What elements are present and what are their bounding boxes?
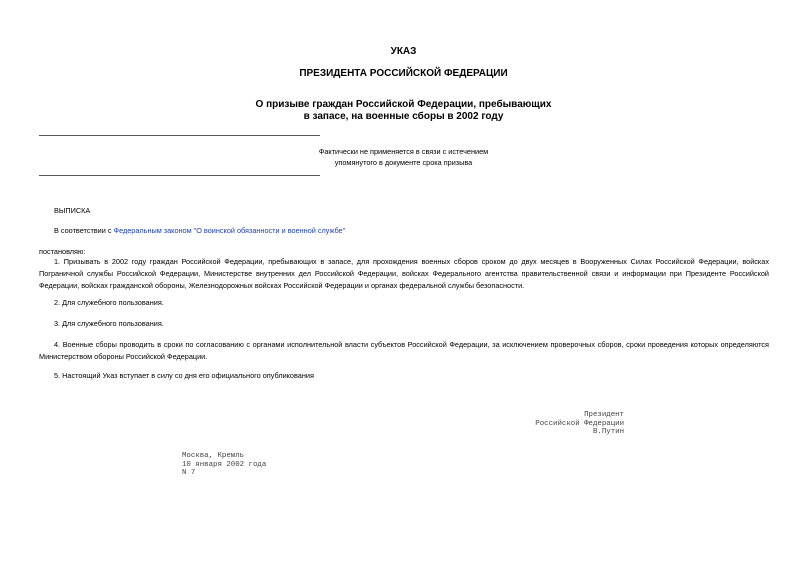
decree-subject-line1: О призыве граждан Российской Федерации, пребывающих <box>255 99 552 110</box>
signature-name: В.Путин <box>592 428 624 437</box>
signature-country: Российской Федерации <box>535 419 624 428</box>
preamble-prefix: В соответствии с <box>54 226 114 235</box>
paragraph-4: 4. Военные сборы проводить в сроки по согласованию с органами исполнительной власти субъектов Российской Федерации, за исключением проверочных сборов, сроки проведения которых определяются Министерством обороны Российской Федерации. <box>39 340 769 361</box>
decreed-word: постановляю: <box>39 247 86 256</box>
preamble <box>54 225 345 237</box>
signature-title: Президент <box>584 411 624 419</box>
status-note-line2: упомянутого в документе срока призыва <box>334 158 473 167</box>
paragraph-3: 3. Для служебного пользования. <box>54 319 164 328</box>
divider-bottom <box>39 175 320 176</box>
decree-number: N 7 <box>182 469 196 478</box>
decree-title: УКАЗ <box>390 46 417 57</box>
decree-issuer: ПРЕЗИДЕНТА РОССИЙСКОЙ ФЕДЕРАЦИИ <box>299 68 508 79</box>
paragraph-2: 2. Для служебного пользования. <box>54 298 164 307</box>
federal-law-link[interactable]: Федеральным законом "О воинской обязанности и военной службе" <box>113 226 346 235</box>
paragraph-1: 1. Призывать в 2002 году граждан Российской Федерации, пребывающих в запасе, для прохождения военных сборов сроком до двух месяцев в Вооруженных Силах Российской Федерации, войсках Пограничной службы Российской Федерации, Министерстве внутренних дел Российской Федерации, войсках Федерального агентства правительственной связи и информации при Президенте Российской Федерации, войсках гражданской обороны, Железнодорожных войсках Российской Федерации и органах федеральной службы безопасности. <box>39 257 769 290</box>
divider-top <box>39 135 320 136</box>
extract-label: ВЫПИСКА <box>54 206 91 215</box>
decree-subject-line2: в запасе, на военные сборы в 2002 году <box>303 111 504 122</box>
signing-date: 10 января 2002 года <box>182 460 267 469</box>
paragraph-5: 5. Настоящий Указ вступает в силу со дня его официального опубликования <box>54 371 314 380</box>
status-note-line1: Фактически не применяется в связи с истечением <box>318 147 489 156</box>
place-date-block <box>182 452 266 478</box>
signature-block <box>520 411 624 437</box>
signing-place: Москва, Кремль <box>182 452 245 460</box>
